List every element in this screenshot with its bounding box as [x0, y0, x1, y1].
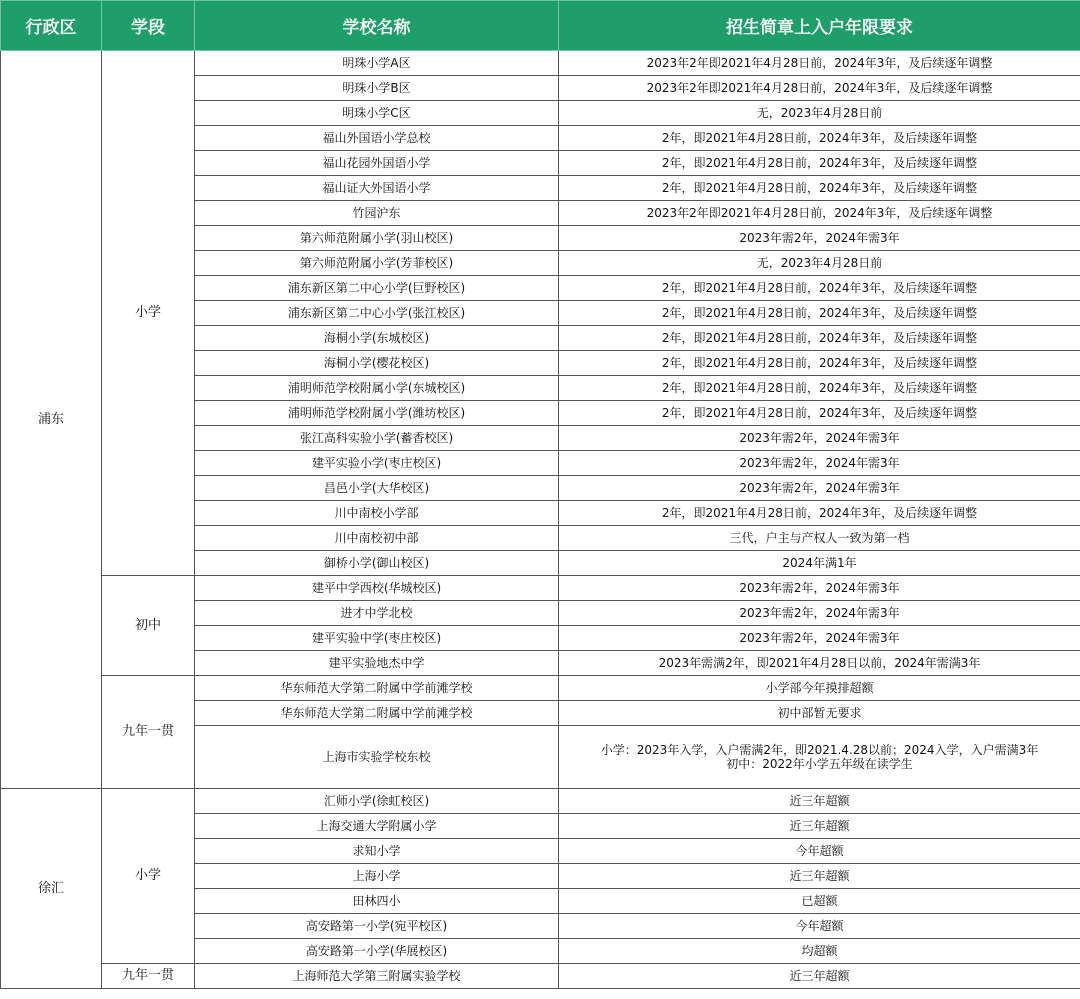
school-name-cell: 建平实验小学(枣庄校区) — [195, 451, 559, 476]
requirement-cell: 初中部暂无要求 — [559, 701, 1080, 726]
requirement-line-1: 小学：2023年入学，入户需满2年，即2021.4.28以前；2024入学，入户需满3年 — [600, 743, 1039, 757]
district-cell: 徐汇 — [1, 789, 102, 989]
school-name-cell: 华东师范大学第二附属中学前滩学校 — [195, 676, 559, 701]
school-name-cell: 川中南校初中部 — [195, 526, 559, 551]
requirement-cell: 2年，即2021年4月28日前，2024年3年，及后续逐年调整 — [559, 126, 1080, 151]
table-row — [1, 789, 1080, 814]
requirement-cell: 2年，即2021年4月28日前，2024年3年，及后续逐年调整 — [559, 176, 1080, 201]
school-name-cell: 浦东新区第二中心小学(张江校区) — [195, 301, 559, 326]
school-name-cell: 第六师范附属小学(芳菲校区) — [195, 251, 559, 276]
table-row — [1, 676, 1080, 701]
stage-cell: 九年一贯 — [102, 964, 195, 989]
stage-cell: 初中 — [102, 576, 195, 676]
requirement-cell: 2023年需2年，2024年需3年 — [559, 451, 1080, 476]
school-name-cell: 川中南校小学部 — [195, 501, 559, 526]
requirement-cell: 2年，即2021年4月28日前，2024年3年，及后续逐年调整 — [559, 326, 1080, 351]
school-name-cell: 浦东新区第二中心小学(巨野校区) — [195, 276, 559, 301]
requirement-cell: 2023年需2年，2024年需3年 — [559, 601, 1080, 626]
requirement-cell: 今年超额 — [559, 914, 1080, 939]
requirement-cell: 2023年2年即2021年4月28日前，2024年3年，及后续逐年调整 — [559, 51, 1080, 76]
requirement-cell: 2024年满1年 — [559, 551, 1080, 576]
school-name-cell: 浦明师范学校附属小学(东城校区) — [195, 376, 559, 401]
requirement-cell: 今年超额 — [559, 839, 1080, 864]
school-name-cell: 福山花园外国语小学 — [195, 151, 559, 176]
school-name-cell: 上海小学 — [195, 864, 559, 889]
header-district: 行政区 — [1, 1, 102, 51]
school-name-cell: 建平实验地杰中学 — [195, 651, 559, 676]
requirement-cell: 2023年需2年，2024年需3年 — [559, 576, 1080, 601]
table-body — [1, 51, 1080, 989]
school-name-cell: 建平中学西校(华城校区) — [195, 576, 559, 601]
school-name-cell: 第六师范附属小学(羽山校区) — [195, 226, 559, 251]
requirement-cell: 无，2023年4月28日前 — [559, 101, 1080, 126]
school-name-cell: 海桐小学(樱花校区) — [195, 351, 559, 376]
requirement-cell: 2年，即2021年4月28日前，2024年3年，及后续逐年调整 — [559, 401, 1080, 426]
requirement-cell: 2年，即2021年4月28日前，2024年3年，及后续逐年调整 — [559, 301, 1080, 326]
school-name-cell: 上海师范大学第三附属实验学校 — [195, 964, 559, 989]
requirement-cell: 2年，即2021年4月28日前，2024年3年，及后续逐年调整 — [559, 501, 1080, 526]
school-name-cell: 华东师范大学第二附属中学前滩学校 — [195, 701, 559, 726]
requirement-cell: 2年，即2021年4月28日前，2024年3年，及后续逐年调整 — [559, 276, 1080, 301]
stage-cell: 小学 — [102, 51, 195, 576]
school-name-cell: 上海交通大学附属小学 — [195, 814, 559, 839]
school-name-cell: 建平实验中学(枣庄校区) — [195, 626, 559, 651]
requirement-cell: 小学部今年摸排超额 — [559, 676, 1080, 701]
requirement-cell: 2年，即2021年4月28日前，2024年3年，及后续逐年调整 — [559, 151, 1080, 176]
district-cell: 浦东 — [1, 51, 102, 789]
requirement-cell: 三代，户主与产权人一致为第一档 — [559, 526, 1080, 551]
requirement-cell: 2023年需2年，2024年需3年 — [559, 476, 1080, 501]
school-name-cell: 福山证大外国语小学 — [195, 176, 559, 201]
table-row — [1, 964, 1080, 989]
requirement-cell: 2023年需2年，2024年需3年 — [559, 626, 1080, 651]
requirement-cell: 2023年2年即2021年4月28日前，2024年3年，及后续逐年调整 — [559, 76, 1080, 101]
school-name-cell: 昌邑小学(大华校区) — [195, 476, 559, 501]
header-requirement: 招生简章上入户年限要求 — [559, 1, 1080, 51]
school-name-cell: 海桐小学(东城校区) — [195, 326, 559, 351]
school-name-cell: 高安路第一小学(华展校区) — [195, 939, 559, 964]
table-row — [1, 576, 1080, 601]
requirement-cell: 2023年需2年，2024年需3年 — [559, 426, 1080, 451]
requirement-cell: 2年，即2021年4月28日前，2024年3年，及后续逐年调整 — [559, 376, 1080, 401]
requirement-cell: 近三年超额 — [559, 964, 1080, 989]
header-school: 学校名称 — [195, 1, 559, 51]
stage-cell: 小学 — [102, 789, 195, 964]
school-name-cell: 汇师小学(徐虹校区) — [195, 789, 559, 814]
requirement-cell: 2年，即2021年4月28日前，2024年3年，及后续逐年调整 — [559, 351, 1080, 376]
stage-cell: 九年一贯 — [102, 676, 195, 789]
requirement-cell: 2023年2年即2021年4月28日前，2024年3年，及后续逐年调整 — [559, 201, 1080, 226]
school-name-cell: 明珠小学B区 — [195, 76, 559, 101]
requirement-cell: 已超额 — [559, 889, 1080, 914]
school-name-cell: 田林四小 — [195, 889, 559, 914]
school-name-cell: 张江高科实验小学(蓄香校区) — [195, 426, 559, 451]
requirement-cell: 近三年超额 — [559, 864, 1080, 889]
school-name-cell: 竹园沪东 — [195, 201, 559, 226]
requirement-cell: 近三年超额 — [559, 814, 1080, 839]
requirement-cell: 2023年需2年，2024年需3年 — [559, 226, 1080, 251]
school-name-cell: 御桥小学(御山校区) — [195, 551, 559, 576]
header-stage: 学段 — [102, 1, 195, 51]
table-row — [1, 51, 1080, 76]
school-name-cell: 求知小学 — [195, 839, 559, 864]
header-row — [1, 1, 1080, 51]
school-name-cell: 明珠小学A区 — [195, 51, 559, 76]
school-name-cell: 浦明师范学校附属小学(潍坊校区) — [195, 401, 559, 426]
school-name-cell: 进才中学北校 — [195, 601, 559, 626]
school-name-cell: 高安路第一小学(宛平校区) — [195, 914, 559, 939]
requirement-cell — [559, 726, 1080, 789]
school-name-cell: 福山外国语小学总校 — [195, 126, 559, 151]
requirement-cell: 近三年超额 — [559, 789, 1080, 814]
school-name-cell: 明珠小学C区 — [195, 101, 559, 126]
school-name-cell: 上海市实验学校东校 — [195, 726, 559, 789]
requirement-line-2: 初中：2022年小学五年级在读学生 — [726, 757, 913, 771]
requirement-cell: 无，2023年4月28日前 — [559, 251, 1080, 276]
requirement-cell: 2023年需满2年，即2021年4月28日以前，2024年需满3年 — [559, 651, 1080, 676]
requirement-cell: 均超额 — [559, 939, 1080, 964]
